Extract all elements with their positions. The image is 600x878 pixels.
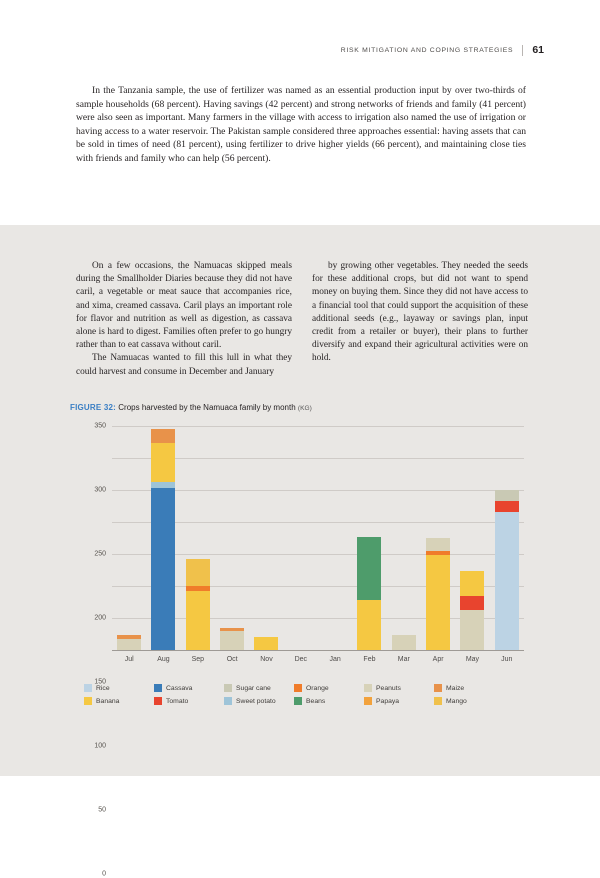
chart-bar[interactable] [151, 429, 175, 650]
chart-bar-slot [421, 426, 455, 650]
chart-legend-label: Beans [306, 697, 326, 705]
chart-legend-label: Orange [306, 684, 329, 692]
chart-x-tick-label: Mar [397, 656, 410, 663]
chart-legend-item[interactable] [434, 684, 504, 692]
chart-legend-label: Papaya [376, 697, 400, 705]
chart-legend-item[interactable] [154, 697, 224, 705]
chart-y-tick-label: 250 [94, 550, 106, 558]
legend-swatch-icon [294, 684, 302, 692]
running-head [341, 44, 544, 56]
legend-swatch-icon [364, 697, 372, 705]
chart-x-tick-label: Jun [501, 656, 513, 663]
chart-legend-item[interactable] [364, 697, 434, 705]
chart-bar-segment [392, 635, 416, 650]
chart-bars [112, 426, 524, 650]
chart-legend-label: Peanuts [376, 684, 401, 692]
chart-bar-slot [387, 426, 421, 650]
chart-legend-label: Banana [96, 697, 120, 705]
running-head-divider [522, 45, 523, 56]
chart-legend-label: Mango [446, 697, 467, 705]
chart-x-tick-label: Nov [260, 656, 273, 663]
chart-legend-item[interactable] [84, 684, 154, 692]
chart-bar-slot [284, 426, 318, 650]
right-column [312, 260, 528, 379]
chart-bar-slot [112, 426, 146, 650]
chart-legend-item[interactable] [364, 684, 434, 692]
chart-bar-segment [254, 637, 278, 650]
legend-swatch-icon [224, 684, 232, 692]
chart-legend-item[interactable] [154, 684, 224, 692]
legend-swatch-icon [84, 684, 92, 692]
chart-legend-item[interactable] [434, 697, 504, 705]
chart-x-tick-label: Dec [294, 656, 308, 663]
legend-swatch-icon [294, 697, 302, 705]
chart-y-tick-label: 0 [102, 870, 106, 878]
chart-bar[interactable] [254, 637, 278, 650]
legend-swatch-icon [154, 697, 162, 705]
chart-bar-segment [426, 555, 450, 650]
chart-bar-segment [186, 591, 210, 650]
chart-y-tick-label: 100 [94, 742, 106, 750]
figure-title: Crops harvested by the Namuaca family by month [118, 403, 296, 412]
chart-bar-segment [357, 537, 381, 600]
chart-y-tick-label: 200 [94, 614, 106, 622]
chart-bar-segment [357, 600, 381, 650]
chart-x-axis [112, 650, 524, 651]
chart-bar-slot [490, 426, 524, 650]
chart-bar[interactable] [186, 559, 210, 650]
chart-x-tick-label: May [465, 656, 480, 663]
chart-legend-item[interactable] [294, 697, 364, 705]
legend-swatch-icon [364, 684, 372, 692]
legend-swatch-icon [224, 697, 232, 705]
chart-legend-label: Rice [96, 684, 110, 692]
chart-bar-segment [495, 501, 519, 513]
chart-bar-segment [151, 488, 175, 650]
chart-bar[interactable] [357, 537, 381, 650]
intro-paragraph: In the Tanzania sample, the use of fertilizer was named as an essential production input by over two-thirds of sample households (68 percent). Having savings (42 percent) and strong networks of friends and family (41 percent) were also seen as important. Many farmers in the village with access to irrigation also named the use of irrigation or having access to a water reservoir. The Pakistan sample considered three approaches essential: having assets that can be sold in times of need (81 percent), using fertilizer to drive higher yields (66 percent), and maintaining close ties with friends and family who can help (56 percent). [76, 85, 526, 164]
chart-legend-item[interactable] [224, 697, 294, 705]
chart-bar[interactable] [117, 635, 141, 650]
chart-bar-segment [151, 443, 175, 481]
chart-bar[interactable] [220, 628, 244, 650]
chart-x-tick-label: Feb [363, 656, 376, 663]
chart-legend [84, 684, 504, 705]
chart-bar-segment [460, 571, 484, 597]
chart-x-tick-label: Oct [226, 656, 238, 663]
chart-bar-segment [495, 512, 519, 650]
chart-legend-label: Tomato [166, 697, 189, 705]
chart-x-tick-label: Aug [157, 656, 170, 663]
chart-bar-slot [455, 426, 489, 650]
chart-bar-segment [426, 538, 450, 551]
left-paragraph-1: On a few occasions, the Namuacas skipped meals during the Smallholder Diaries because they did not have caril, a vegetable or meat sauce that accompanies rice, and xima, creamed cassava. Caril plays an important role for flavor and nutrition as well as digestion, as cassava alone is hard to digest. Families often prefer to go hungry rather than to eat cassava without caril. [76, 261, 292, 351]
chart-bar-segment [151, 429, 175, 443]
intro-paragraph-block [76, 84, 526, 166]
chart-y-tick-label: 150 [94, 678, 106, 686]
two-column-text [76, 260, 528, 379]
chart-bar-segment [460, 610, 484, 650]
chart-legend-item[interactable] [224, 684, 294, 692]
chart-legend-label: Cassava [166, 684, 193, 692]
chart-legend-item[interactable] [294, 684, 364, 692]
chart-bar[interactable] [460, 571, 484, 650]
legend-swatch-icon [84, 697, 92, 705]
chart-bar[interactable] [392, 635, 416, 650]
chart-bar-slot [352, 426, 386, 650]
left-paragraph-2: The Namuacas wanted to fill this lull in what they could harvest and consume in December and January [76, 353, 292, 377]
chart-legend-label: Sweet potato [236, 697, 276, 705]
chart-legend-row [84, 684, 504, 692]
chart-legend-row [84, 697, 504, 705]
legend-swatch-icon [434, 684, 442, 692]
chart-y-tick-label: 350 [94, 422, 106, 430]
chart-legend-label: Sugar cane [236, 684, 271, 692]
right-paragraph-1: by growing other vegetables. They needed the seeds for these additional crops, but did not want to spend money on buying them. Since they did not have access to a financial tool that could support the acquisition of these additional seeds (e.g., layaway or savings plan, input credit from a retailer or buyer), their plans to further diversify and expand their agricultural activities were on hold. [312, 261, 528, 364]
chart-x-tick-label: Jul [124, 656, 134, 663]
chart-bar-segment [117, 639, 141, 650]
chart-x-tick-label: Sep [191, 656, 205, 663]
chart-bar[interactable] [426, 538, 450, 650]
chart-legend-label: Maize [446, 684, 465, 692]
chart-bar[interactable] [495, 490, 519, 650]
chart-bar-segment [220, 631, 244, 650]
chart-bar-slot [181, 426, 215, 650]
chart-bar-segment [186, 559, 210, 586]
chart-x-tick-label: Jan [329, 656, 341, 663]
figure-label: FIGURE 32: [70, 403, 117, 412]
figure-caption [70, 403, 540, 412]
chart-y-tick-label: 50 [98, 806, 106, 814]
chart-x-tick-labels [112, 656, 524, 663]
chart-bar-segment [495, 490, 519, 501]
legend-swatch-icon [154, 684, 162, 692]
chart-bar-segment [460, 596, 484, 610]
legend-swatch-icon [434, 697, 442, 705]
chart-bar-slot [249, 426, 283, 650]
page-number: 61 [532, 44, 544, 56]
chart-x-tick-label: Apr [432, 656, 444, 663]
left-column [76, 260, 292, 379]
chart-bar-slot [318, 426, 352, 650]
figure-unit: (KG) [297, 405, 312, 412]
chart-legend-item[interactable] [84, 697, 154, 705]
chart-bar-slot [215, 426, 249, 650]
chart-bar-slot [146, 426, 180, 650]
chart-y-tick-label: 300 [94, 486, 106, 494]
running-head-title: RISK MITIGATION AND COPING STRATEGIES [340, 46, 514, 54]
